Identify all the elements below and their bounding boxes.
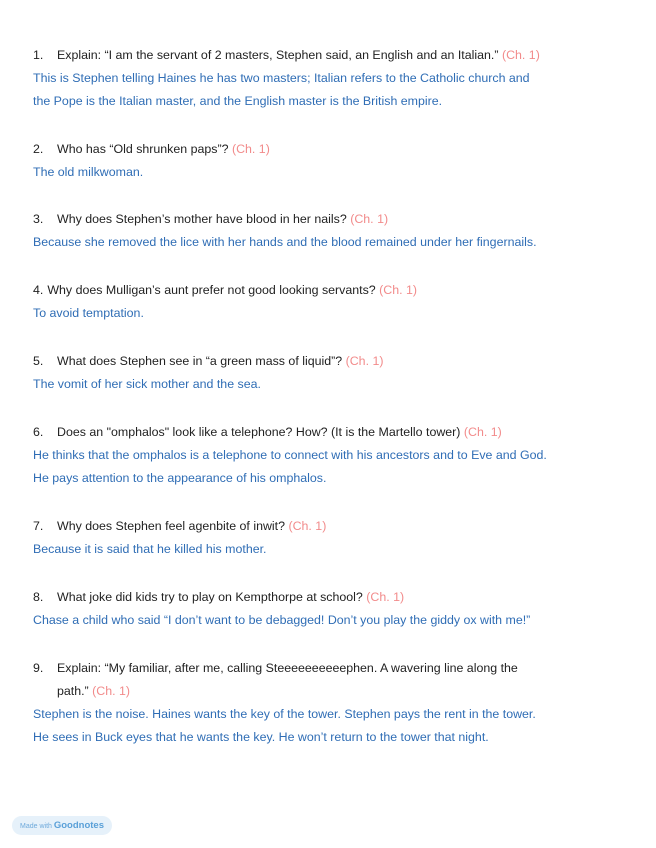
answer-1 xyxy=(33,67,633,113)
answer-7 xyxy=(33,538,633,561)
question-text: Why does Stephen feel agenbite of inwit? xyxy=(57,519,285,533)
answer-line: Because it is said that he killed his mother. xyxy=(33,542,267,556)
chapter-ref: (Ch. 1) xyxy=(345,354,384,368)
question-7 xyxy=(33,515,633,538)
question-text: Explain: “I am the servant of 2 masters, Stephen said, an English and an Italian.” xyxy=(57,48,499,62)
answer-3 xyxy=(33,231,633,254)
question-text: Explain: “My familiar, after me, calling Steeeeeeeeeephen. A wavering line along the xyxy=(57,661,518,675)
question-text: What joke did kids try to play on Kempthorpe at school? xyxy=(57,590,363,604)
chapter-ref: (Ch. 1) xyxy=(92,684,131,698)
question-text: Why does Stephen’s mother have blood in her nails? xyxy=(57,212,347,226)
question-6 xyxy=(33,421,633,444)
question-block-2 xyxy=(33,138,633,184)
question-number: 7. xyxy=(33,519,44,533)
answer-line: the Pope is the Italian master, and the English master is the British empire. xyxy=(33,94,443,108)
question-block-8 xyxy=(33,586,633,632)
answer-line: He sees in Buck eyes that he wants the key. He won’t return to the tower that night. xyxy=(33,730,489,744)
question-4 xyxy=(33,279,633,302)
answer-line: This is Stephen telling Haines he has two masters; Italian refers to the Catholic church and xyxy=(33,71,530,85)
question-text: path.” xyxy=(57,684,89,698)
answer-line: The vomit of her sick mother and the sea. xyxy=(33,377,261,391)
question-text: Why does Mulligan’s aunt prefer not good looking servants? xyxy=(47,283,376,297)
chapter-ref: (Ch. 1) xyxy=(350,212,389,226)
question-block-9 xyxy=(33,657,633,749)
answer-line: Stephen is the noise. Haines wants the key of the tower. Stephen pays the rent in the tower. xyxy=(33,707,536,721)
answer-8 xyxy=(33,609,633,632)
question-number: 5. xyxy=(33,354,44,368)
question-number: 4. xyxy=(33,283,44,297)
question-block-4 xyxy=(33,279,633,325)
question-2 xyxy=(33,138,633,161)
question-number: 6. xyxy=(33,425,44,439)
answer-2 xyxy=(33,161,633,184)
question-text: Does an "omphalos" look like a telephone? How? (It is the Martello tower) xyxy=(57,425,461,439)
question-text: Who has “Old shrunken paps”? xyxy=(57,142,229,156)
question-block-7 xyxy=(33,515,633,561)
question-number: 3. xyxy=(33,212,44,226)
goodnotes-brand: Goodnotes xyxy=(53,820,104,831)
made-with-label: Made with xyxy=(20,823,52,830)
answer-9 xyxy=(33,703,633,749)
question-block-1 xyxy=(33,44,633,113)
answer-6 xyxy=(33,444,633,490)
chapter-ref: (Ch. 1) xyxy=(379,283,417,297)
chapter-ref: (Ch. 1) xyxy=(463,425,502,439)
question-8 xyxy=(33,586,633,609)
chapter-ref: (Ch. 1) xyxy=(288,519,327,533)
question-5 xyxy=(33,350,633,373)
question-text-continued xyxy=(33,680,633,703)
chapter-ref: (Ch. 1) xyxy=(501,48,540,62)
answer-line: Chase a child who said “I don’t want to be debagged! Don’t you play the giddy ox with me!” xyxy=(33,613,531,627)
answer-line: He thinks that the omphalos is a telephone to connect with his ancestors and to Eve and God. xyxy=(33,448,547,462)
question-number: 1. xyxy=(33,48,44,62)
question-block-3 xyxy=(33,208,633,254)
answer-line: Because she removed the lice with her hands and the blood remained under her fingernails. xyxy=(33,235,537,249)
answer-5 xyxy=(33,373,633,396)
answer-line: To avoid temptation. xyxy=(33,306,144,320)
question-number: 9. xyxy=(33,661,44,675)
answer-line: He pays attention to the appearance of his omphalos. xyxy=(33,471,327,485)
answer-line: The old milkwoman. xyxy=(33,165,144,179)
question-block-5 xyxy=(33,350,633,396)
answer-4 xyxy=(33,302,633,325)
made-with-goodnotes-badge xyxy=(12,816,112,835)
question-number: 2. xyxy=(33,142,44,156)
question-number: 8. xyxy=(33,590,44,604)
question-text: What does Stephen see in “a green mass of liquid”? xyxy=(57,354,343,368)
question-3 xyxy=(33,208,633,231)
chapter-ref: (Ch. 1) xyxy=(366,590,405,604)
question-block-6 xyxy=(33,421,633,490)
question-1 xyxy=(33,44,633,67)
question-9 xyxy=(33,657,633,703)
chapter-ref: (Ch. 1) xyxy=(231,142,270,156)
